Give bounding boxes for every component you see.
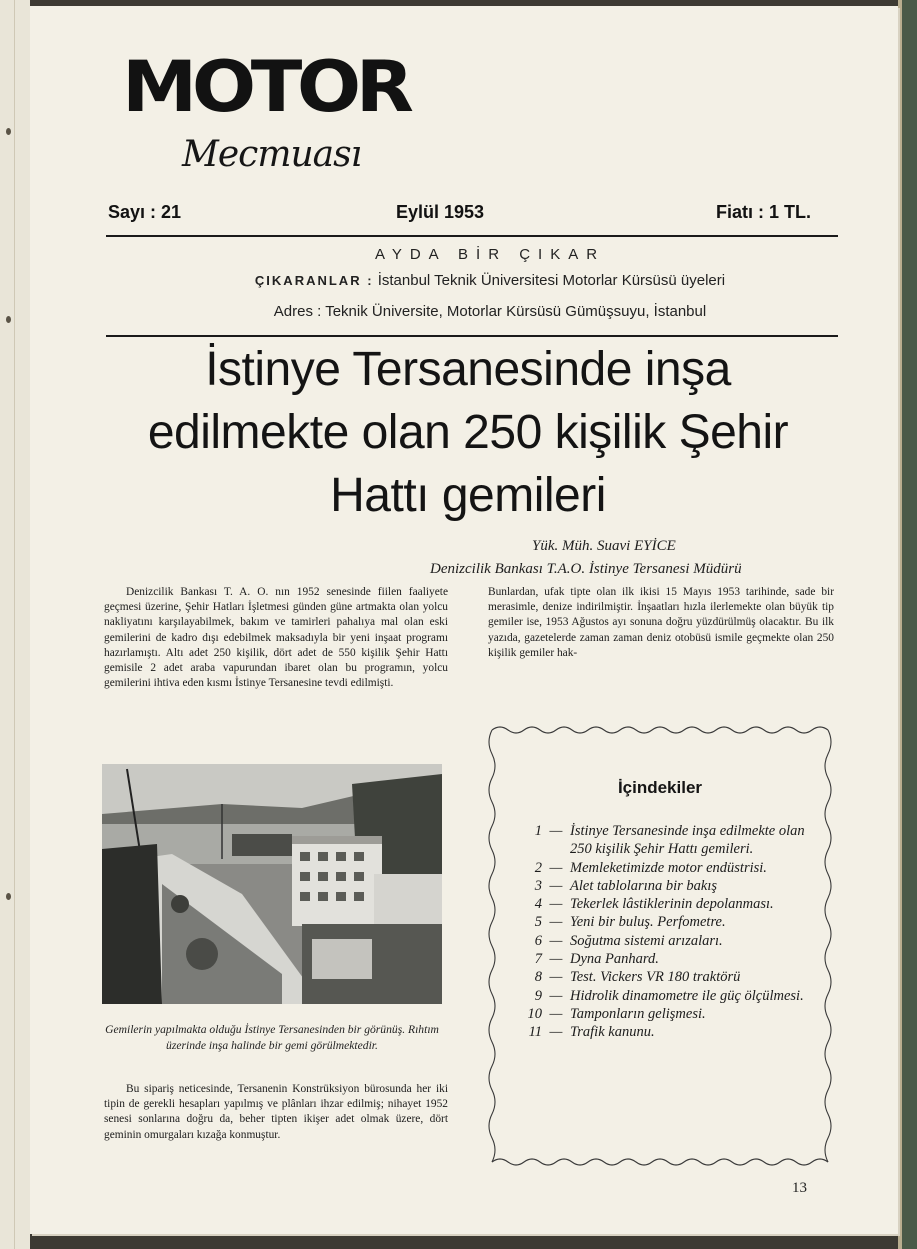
article-paragraph: Bu sipariş neticesinde, Tersanenin Konstrüksiyon bürosunda her iki tipin de gerekli hesapları yapılmış ve plânları ihzar edilmiş; nihayet 1952 senesi sonlarına doğru da, beher tipten ikişer adet olmak üzere, dört geminin omurgaları kızağa konmuştur. [104,1083,448,1141]
issue-number: Sayı : 21 [108,202,182,222]
contents-item: 2 — Memleketimizde motor endüstrisi. [534,859,767,876]
author-title: Denizcilik Bankası T.A.O. İstinye Tersanesi Müdürü [430,561,742,577]
issue-price: Fiatı : 1 TL. [716,202,812,222]
issue-date: Eylül 1953 [396,202,485,222]
header-rule [106,235,838,237]
magazine-logo: MOTOR [122,46,409,128]
masthead-rule [106,335,838,337]
contents-item: 10 — Tamponların gelişmesi. [527,1005,706,1022]
photo-caption: Gemilerin yapılmakta olduğu İstinye Tersanesinden bir görünüş. Rıhtım üzerinde inşa halinde bir gemi görülmektedir. [105,1023,439,1052]
contents-list [512,822,812,1042]
article-column-right [488,585,834,661]
address-line: Adres : Teknik Üniversite, Motorlar Kürsüsü Gümüşsuyu, İstanbul [273,303,707,320]
article-column-left-top [104,585,448,691]
contents-title: İçindekiler [617,778,703,797]
publisher-line [210,272,770,289]
contents-item: 4 — Tekerlek lâstiklerinin depolanması. [534,896,774,913]
contents-item: 9 — Hidrolik dinamometre ile güç ölçülmesi. [534,987,804,1004]
article-headline: İstinye Tersanesinde inşa edilmekte olan 250 kişilik Şehir Hattı gemileri [147,343,789,522]
contents-item: 6 — Soğutma sistemi arızaları. [534,932,723,949]
contents-box [488,722,832,1170]
publisher-label: ÇIKARANLAR : [254,273,374,288]
contents-item: 11 — Trafik kanunu. [528,1024,655,1041]
article-paragraph: Bunlardan, ufak tipte olan ilk ikisi 15 Mayıs 1953 tarihinde, sade bir merasimle, denize indirilmiştir. İnşaatları hızla ilerlemekte olan büyük tip gemiler ise, 1953 Ağustos ayı sonuna doğru yüzdürülmüş olacaktır. Bu ilk yazıda, gazetelerde zaman zaman deniz otobüsü ismile geçmekte olan 250 kişilik gemiler hak- [488,586,834,659]
article-paragraph: Denizcilik Bankası T. A. O. nın 1952 senesinde fiilen faaliyete geçmesi üzerine, Şehir Hatları İşletmesi günden güne artmakta olan yolcu nakliyatını karşılayabilmek, bakım ve tamirleri pahalıya mal olan eski gemilerini de kadro dışı edebilmek maksadıyla bir yeni inşaat programı hazırlamıştı. Altı adet 250 kişilik, dört adet de 550 kişilik Şehir Hattı gemisile 2 adet araba vapurundan ibaret olan bu programın, yolcu gemilerini ihtiva eden kısmı İstinye Tersanesine tevdi edilmişti. [104,586,448,690]
contents-item: 3 — Alet tablolarına bir bakış [534,877,718,894]
contents-item: 1 — İstinye Tersanesinde inşa edilmekte olan 250 kişilik Şehir Hattı gemileri. [534,823,805,858]
binding-margin [0,0,30,1249]
magazine-logo-subtitle: Mecmuası [182,134,362,175]
contents-item: 7 — Dyna Panhard. [534,951,659,968]
author-name: Yük. Müh. Suavi EYİCE [532,538,676,554]
article-column-left-bottom [104,1082,448,1143]
contents-item: 5 — Yeni bir buluş. Perfometre. [534,914,726,931]
page-number: 13 [792,1180,807,1196]
frequency-line: AYDA BİR ÇIKAR [374,246,606,263]
contents-item: 8 — Test. Vickers VR 180 traktörü [534,969,741,986]
publisher-name: İstanbul Teknik Üniversitesi Motorlar Kürsüsü üyeleri [377,272,726,289]
shipyard-photo [102,764,442,1004]
